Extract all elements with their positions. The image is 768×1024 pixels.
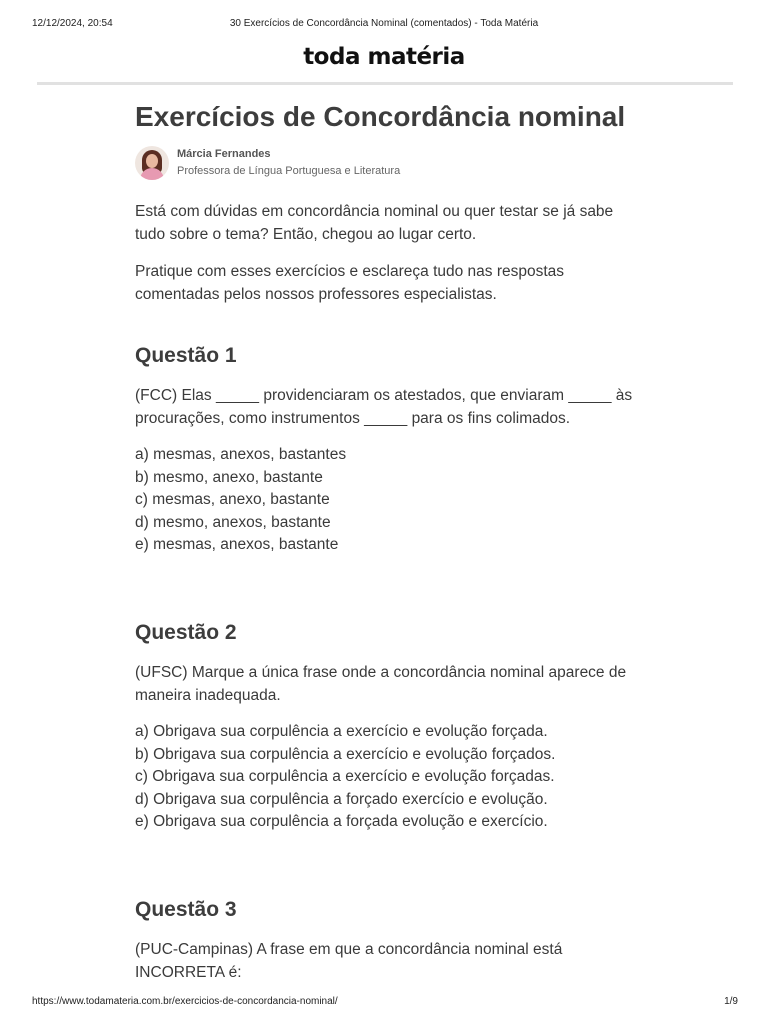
question-text: (FCC) Elas _____ providenciaram os atestados, que enviaram _____ às procurações, como instrumentos _____ para os fins colimados. bbox=[135, 387, 633, 427]
article-title: Exercícios de Concordância nominal bbox=[135, 101, 626, 132]
author-name[interactable]: Márcia Fernandes bbox=[177, 148, 271, 160]
question-title: Questão 1 bbox=[135, 344, 237, 367]
question-title: Questão 2 bbox=[135, 620, 237, 644]
answer-option: c) mesmas, anexo, bastante bbox=[135, 491, 330, 509]
answer-option: e) mesmas, anexos, bastante bbox=[135, 536, 339, 554]
answer-options bbox=[135, 721, 645, 834]
page-number: 1/9 bbox=[724, 996, 738, 1007]
answer-option: c) Obrigava sua corpulência a exercício e evolução forçadas. bbox=[135, 768, 555, 786]
answer-options bbox=[135, 444, 645, 557]
print-datetime: 12/12/2024, 20:54 bbox=[32, 18, 113, 29]
answer-option: e) Obrigava sua corpulência a forçada evolução e exercício. bbox=[135, 813, 548, 831]
print-url: https://www.todamateria.com.br/exercicios-de-concordancia-nominal/ bbox=[32, 996, 338, 1007]
question-title: Questão 3 bbox=[135, 897, 237, 921]
article bbox=[135, 98, 645, 984]
answer-option: a) Obrigava sua corpulência a exercício e evolução forçada. bbox=[135, 722, 548, 740]
intro-paragraph: Está com dúvidas em concordância nominal ou quer testar se já sabe tudo sobre o tema? Então, chegou ao lugar certo. bbox=[135, 203, 614, 243]
author-block bbox=[135, 146, 645, 180]
answer-option: b) Obrigava sua corpulência a exercício e evolução forçados. bbox=[135, 745, 556, 763]
header-divider bbox=[37, 82, 733, 85]
answer-option: d) mesmo, anexos, bastante bbox=[135, 513, 331, 531]
intro-paragraph: Pratique com esses exercícios e esclareça tudo nas respostas comentadas pelos nossos professores especialistas. bbox=[135, 263, 565, 303]
print-footer bbox=[0, 994, 768, 1014]
site-logo[interactable]: toda matéria bbox=[303, 44, 465, 70]
answer-option: a) mesmas, anexos, bastantes bbox=[135, 446, 347, 463]
question-text: (PUC-Campinas) A frase em que a concordância nominal está INCORRETA é: bbox=[135, 940, 563, 981]
print-page-title: 30 Exercícios de Concordância Nominal (comentados) - Toda Matéria bbox=[229, 18, 539, 29]
answer-option: b) mesmo, anexo, bastante bbox=[135, 468, 323, 486]
print-header bbox=[0, 0, 768, 40]
question-text: (UFSC) Marque a única frase onde a concordância nominal aparece de maneira inadequada. bbox=[135, 663, 627, 704]
author-avatar[interactable] bbox=[135, 146, 169, 180]
author-role: Professora de Língua Portuguesa e Literatura bbox=[177, 165, 401, 177]
answer-option: d) Obrigava sua corpulência a forçado exercício e evolução. bbox=[135, 790, 548, 808]
